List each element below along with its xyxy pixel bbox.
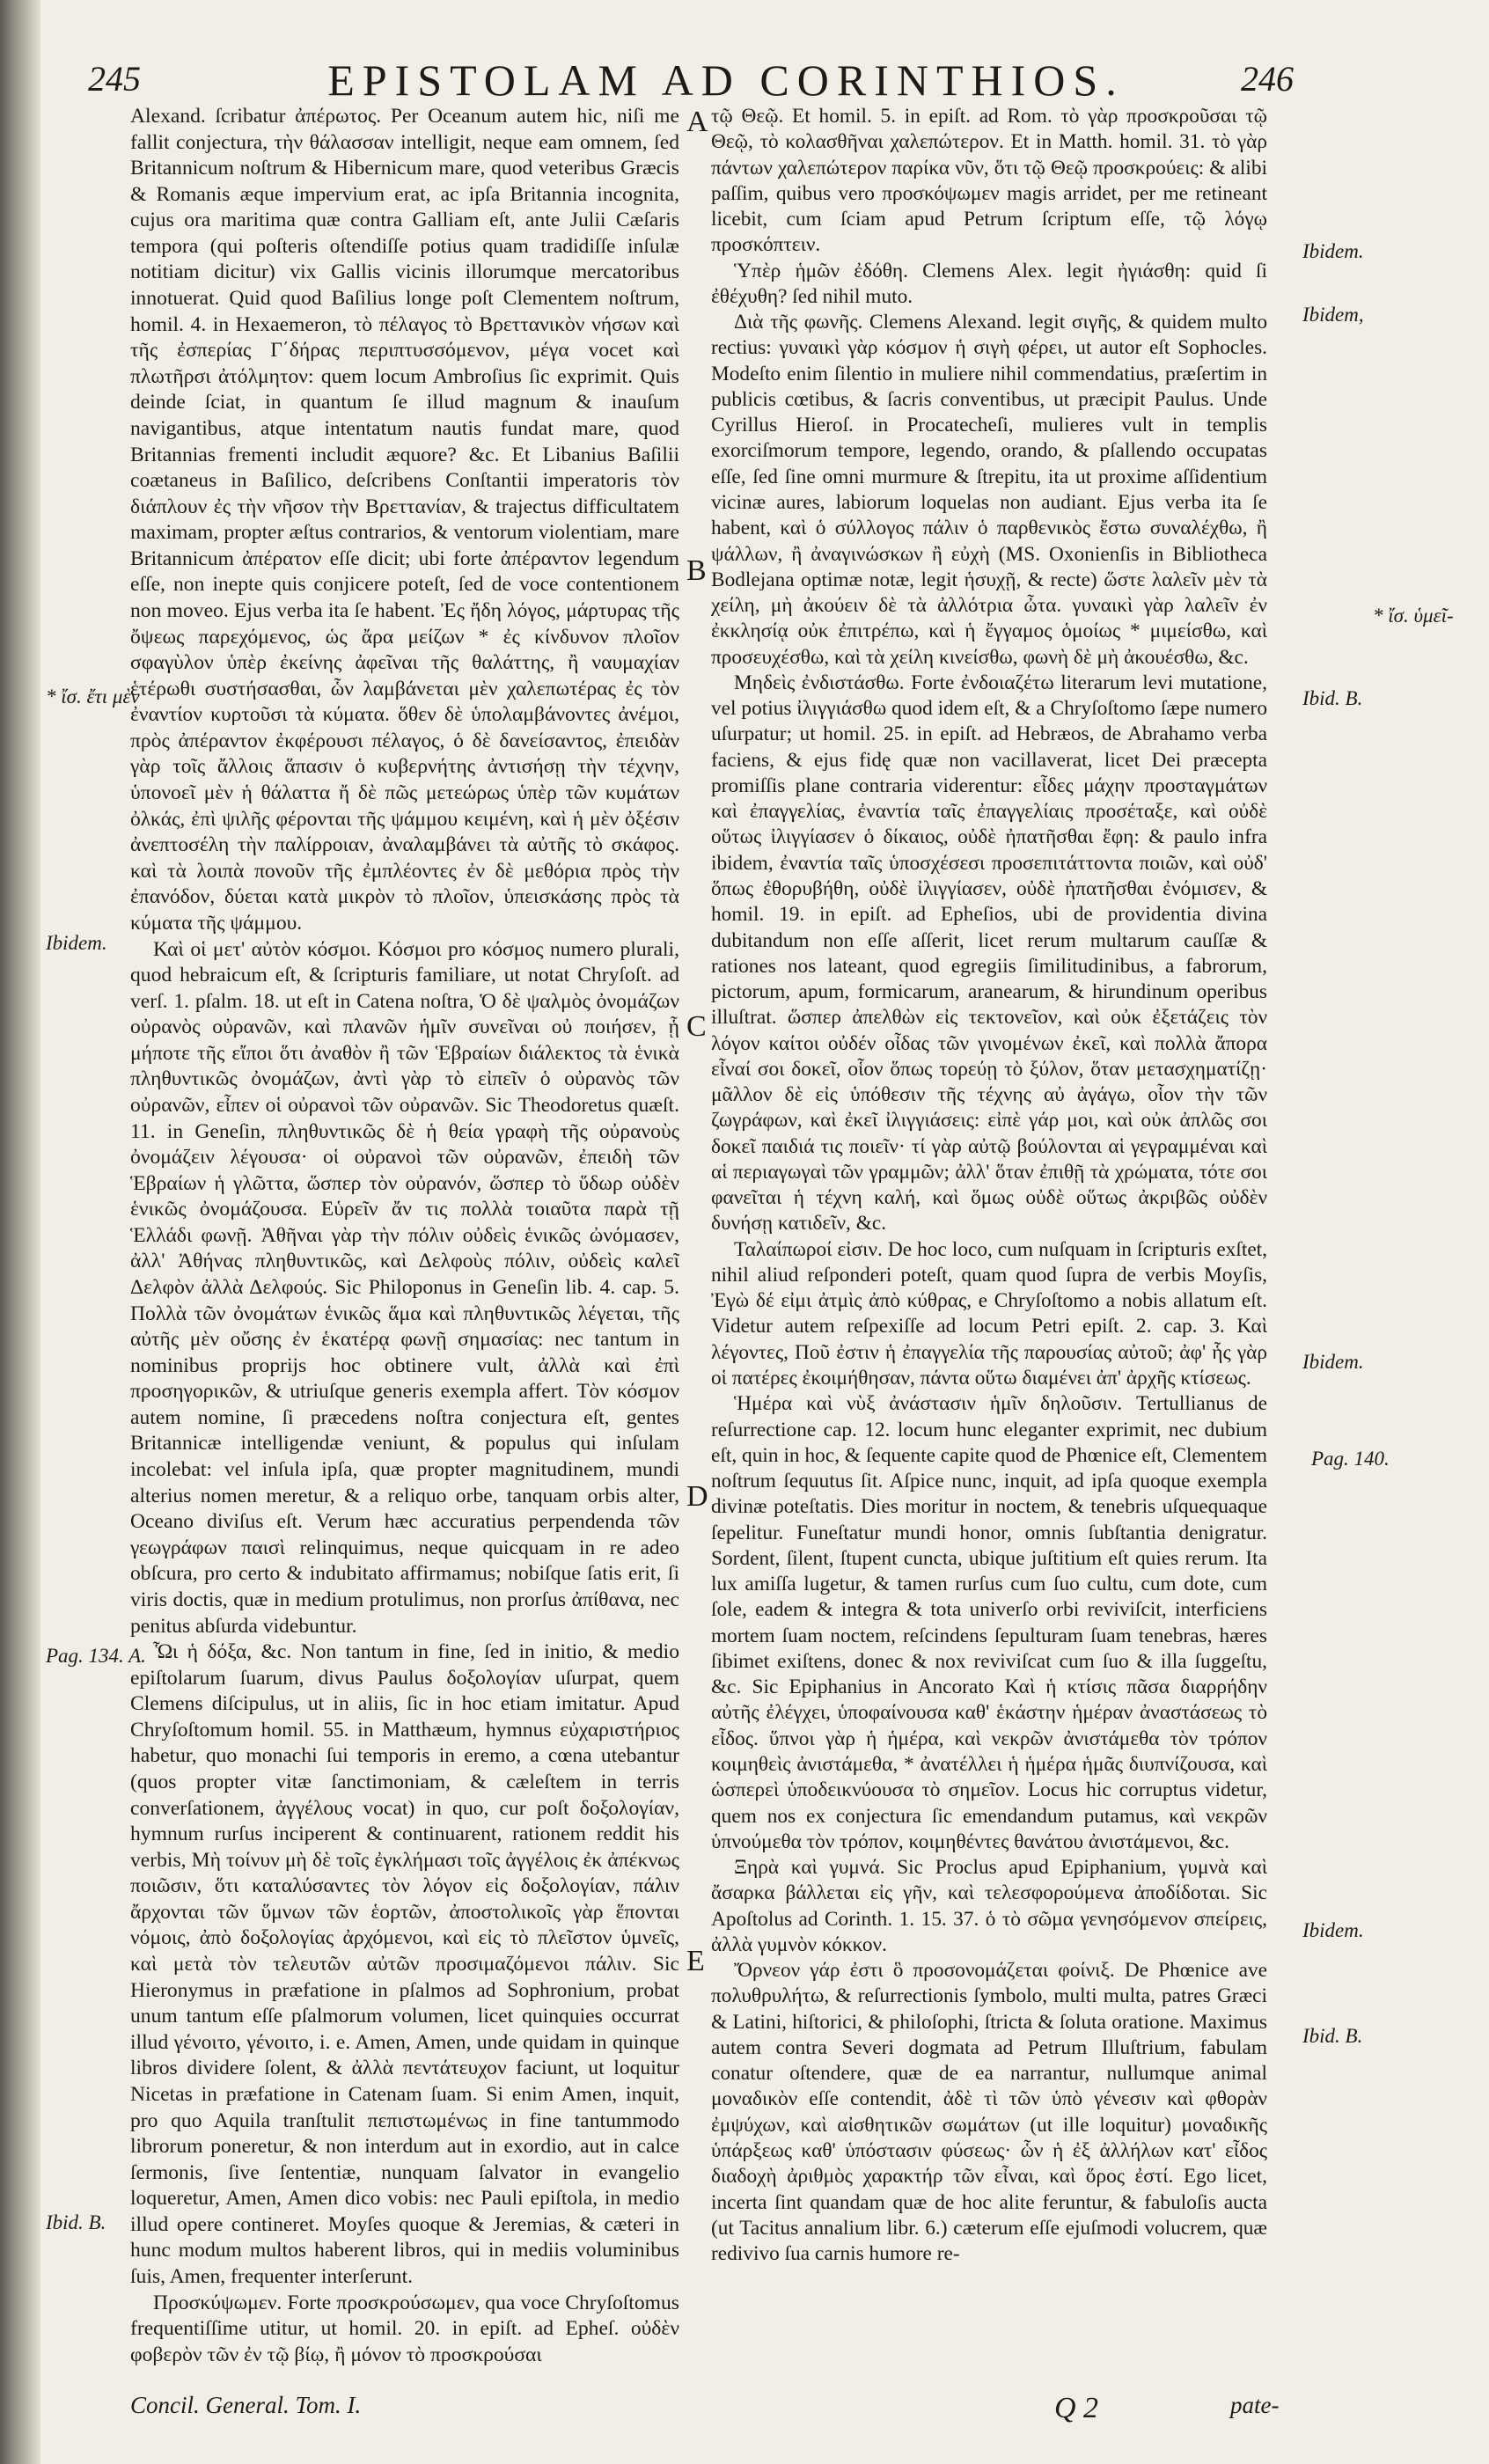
paragraph: Ὑπὲρ ἡμῶν ἐδόθη. Clemens Alex. legit ἠγιάσθη: quid ſi ἐθέχυθη? ſed nihil muto.	[711, 259, 1267, 308]
page-footer	[130, 2392, 1280, 2445]
right-margin-note: Ibid. B.	[1302, 2025, 1363, 2047]
footer-signature: Concil. General. Tom. I.	[130, 2392, 362, 2418]
binding-gutter-shadow	[0, 0, 40, 2464]
paragraph: τῷ Θεῷ. Et homil. 5. in epiſt. ad Rom. τὸ γὰρ προσκροῦσαι τῷ Θεῷ, τὸ κολασθῆναι χαλεπώτερον. Et in Matth. homil. 31. τὸ γὰρ πάντων χαλεπώτερον παρίκα νῦν, ὅτι τῷ Θεῷ προσκρούεις: & alibi paſſim, quibus vero προσκόψωμεν magis arridet, per me retineant licebit, cum ſciam apud Petrum ſcriptum eſſe, τῷ λόγῳ προσκόπτειν.	[711, 105, 1267, 257]
paragraph: Μηδεὶς ἐνδιστάσθω. Forte ἐνδοιαζέτω literarum levi mutatione, vel potius ἰλιγγιάσθω quod idem eſt, & a Chryſoſtomo ſæpe numero uſurpatur; ut homil. 25. in epiſt. ad Hebræos, de Abrahamo verba faciens, & ejus fidę quæ non vacillaverat, licet Dei præcepta promiſſis plane contraria viderentur: εἶδες μάχην προσταγμάτων καὶ ἐπαγγελίας, ἐναντία ταῖς ἐπαγγελίαις προσέταξε, καὶ οὐδὲ οὕτως ἰλιγγίασεν ὁ δίκαιος, οὐδὲ ἠπατῆσθαι ἔφη: & paulo infra ibidem, ἐναντία ταῖς ὑποσχέσεσι προσεπιτάττοντα ποιῶν, καὶ οὐδ' ὅπως ἐθορυβήθη, οὐδὲ ἰλιγγίασεν, οὐδὲ ἠπατῆσθαι ἐνόμισεν, & homil. 19. in epiſt. ad Epheſios, ubi de providentia divina dubitandum non eſſe aſſerit, licet rerum multarum cauſſæ & rationes nos lateant, quod egregiis ſimilitudinibus, a fabrorum, pictorum, apum, formicarum, aranearum, & hirundinum operibus illuſtrat. ὥσπερ ἀπελθὼν εἰς τεκτονεῖον, καὶ οὐκ ἐξετάζεις τὸν λόγον καίτοι οὐδέν οἶδας τῶν γινομένων ἐκεῖ, καὶ πολλὰ ἄπορα εἶναί σοι δοκεῖ, οἷον ὅπως τορεύῃ τὸ ξύλον, ὅταν μετασχηματίζῃ· μᾶλλον δὲ εἰς ὑπόθεσιν τῆς τέχνης αὐ ἀγάγω, οἷον τὴν τῶν ζωγράφων, καὶ ἐκεῖ ἰλιγγιάσεις: εἰπὲ γάρ μοι, καὶ οὐκ ἀπλῶς σοι δοκεῖ παιδιά τις ποιεῖν· τί γὰρ αὐτῷ βούλονται αἱ γεγραμμέναι καὶ αἱ περιαγωγαὶ τῶν γραμμῶν; ἀλλ' ὅταν ἐπιθῇ τὰ χρώματα, τότε σοι φανεῖται ἡ τέχνη καλή, καὶ ὅμως οὐδὲ οὕτως ἀκριβῶς οὐδὲν δυνήσῃ κατιδεῖν, &c.	[711, 671, 1267, 1236]
section-letter: D	[686, 1480, 709, 1513]
left-margin-note: Ibidem.	[46, 932, 107, 954]
paragraph: Καὶ οἱ μετ' αὐτὸν κόσμοι. Κόσμοι pro κόσμος numero plurali, quod hebraicum eſt, & ſcripturis familiare, ut notat Chryſoſt. ad verſ. 1. pſalm. 18. ut eſt in Catena noſtra, Ὁ δὲ ψαλμὸς ὀνομάζων οὐρανὸς οὐρανῶν, καὶ πλανῶν ἡμῖν συνεῖναι οὐ ποιήσεν, ᾗ μήποτε τῆς εἴποι ὅτι ἀναθὸν ἢ τῶν Ἑβραίων διάλεκτος τὰ ἑνικὰ πληθυντικῶς ὀνομάζων, ἀντὶ γὰρ τὸ εἰπεῖν ὁ οὐρανὸς τῶν οὐρανῶν, εἶπεν οἱ οὐρανοὶ τῶν οὐρανῶν. Sic Theodoretus quæſt. 11. in Geneſin, πληθυντικῶς δὲ ἡ θεία γραφὴ τῆς οὐρανοὺς ὀνομάζειν λέγουσα· οἱ οὐρανοὶ τῶν οὐρανῶν, ἐπειδὴ τῶν Ἑβραίων ἡ γλῶττα, ὥσπερ τὸν οὐρανόν, ὥσπερ τὸ ὕδωρ οὐδὲν ἑνικῶς ὀνομάζουσα. Εὑρεῖν ἄν τις πολλὰ τοιαῦτα παρὰ τῇ Ἑλλάδι φωνῇ. Ἀθῆναι γὰρ τὴν πόλιν οὐδεὶς ἑνικῶς ὠνόμασεν, ἀλλ' Ἀθήνας πληθυντικῶς, καὶ Δελφοὺς πόλιν, οὐδεὶς καλεῖ Δελφὸν ἀλλὰ Δελφούς. Sic Philoponus in Geneſin lib. 4. cap. 5. Πολλὰ τῶν ὀνομάτων ἑνικῶς ἅμα καὶ πληθυντικῶς λέγεται, τῆς αὐτῆς μὲν οὔσης ἐν ἑκατέρᾳ φωνῇ σημασίας: nec tantum in nominibus proprijs hoc obtinere vult, ἀλλὰ καὶ ἐπὶ προσηγορικῶν, & utriuſque generis exempla affert. Τὸν κόσμον autem nomine, ſi præcedens noſtra conjectura eſt, gentes Britannicæ intelligendæ veniunt, & populus qui inſulam incolebat: vel inſula ipſa, quæ propter magnitudinem, mundi alterius nomen meretur, & a reliquo orbe, tanquam orbis alter, Oceano diviſus eſt. Verum hæc accuratius perpendenda τῶν γεωγράφων παισὶ relinquimus, neque quicquam in re adeo obſcura, pro certo & indubitato affirmamus; nobiſque ſatis erit, ſi viris doctis, quæ in medium protulimus, non prorſus ἀπίθανα, nec penitus abſurda videbuntur.	[130, 937, 679, 1638]
paragraph: Προσκύψωμεν. Forte προσκρούσωμεν, qua voce Chryſoſtomus frequentiſſime utitur, ut homil. 20. in epiſt. ad Epheſ. οὐδὲν φοβερὸν τῶν ἐν τῷ βίῳ, ἢ μόνον τὸ προσκρούσαι	[130, 2291, 679, 2366]
right-margin-note: Ibid. B.	[1302, 687, 1363, 709]
left-text-column	[130, 104, 679, 2374]
running-title: EPISTOLAM AD CORINTHIOS.	[327, 55, 1125, 105]
right-margin-note: Ibidem.	[1302, 1351, 1364, 1373]
catchword: pate-	[1230, 2392, 1280, 2418]
right-margin-note: Ibidem.	[1302, 1919, 1364, 1941]
paragraph: Ταλαίπωροί εἰσιν. De hoc loco, cum nuſquam in ſcripturis exſtet, nihil aliud reſponderi poteſt, quam quod ſupra de verbis Moyſis, Ἐγὼ δέ εἰμι ἀτμὶς ἀπὸ κύθρας, e Chryſoſtomo a nobis allatum eſt. Videtur autem reſpexiſſe ad locum Petri epiſt. 2. cap. 3. Καὶ λέγοντες, Ποῦ ἐστιν ἡ ἐπαγγελία τῆς παρουσίας αὐτοῦ; ἀφ' ἧς γὰρ οἱ πατέρες ἐκοιμήθησαν, πάντα οὕτω διαμένει ἀπ' ἀρχῆς κτίσεως.	[711, 1237, 1267, 1390]
left-margin-note: * ἴσ. ἔτι μὲν	[46, 686, 140, 708]
paragraph: Διὰ τῆς φωνῆς. Clemens Alexand. legit σιγῆς, & quidem multo rectius: γυναικὶ γὰρ κόσμον ἡ σιγὴ φέρει, ut autor eſt Sophocles. Modeſto enim ſilentio in muliere nihil commendatius, præſertim in publicis cœtibus, & ſacris conventibus, ut præcipit Paulus. Unde Cyrillus Hieroſ. in Procatecheſi, mulieres vult in templis exorciſmorum tempore, legendo, orando, & pſallendo occupatas eſſe, ſed ſine omni murmure & ſtrepitu, ita ut proxime aſſidentium vicinæ aures, labiorum loquelas non audiant. Ejus verba ita ſe habent, καὶ ὁ σύλλογος πάλιν ὁ παρθενικὸς ἔστω συναλέχθω, ἢ ψάλλων, ἢ ἀναγινώσκων ἢ εὐχὴ (MS. Oxonienſis in Bibliotheca Bodlejana optimæ notæ, legit ἡσυχῇ, & recte) ὥστε λαλεῖν μὲν τὰ χείλη, μὴ ἀκούειν δὲ τὰ ἀλλότρια ὦτα. γυναικὶ γὰρ λαλεῖν ἐν ἐκκλησίᾳ οὐκ ἐπιτρέπω, καὶ ἡ ἔγγαμος ὁμοίως * μιμείσθω, καὶ προσευχέσθω, καὶ τὰ χείλη κινείσθω, φωνὴ δὲ μὴ ἀκουέσθω, &c.	[711, 311, 1267, 669]
right-margin-note: * ἴσ. ὑμεῖ-	[1373, 605, 1454, 627]
section-letter: B	[686, 554, 708, 587]
paragraph: Ἡμέρα καὶ νὺξ ἀνάστασιν ἡμῖν δηλοῦσιν. Tertullianus de reſurrectione cap. 12. locum hunc eleganter exprimit, nec dubium eſt, quin in hoc, & ſequente capite quod de Phœnice eſt, Clementem noſtrum ſequutus ſit. Aſpice nunc, inquit, ad ipſa quoque exempla divinæ poteſtatis. Dies moritur in noctem, & tenebris uſquequaque ſepelitur. Funeſtatur mundi honor, omnis ſubſtantia denigratur. Sordent, ſilent, ſtupent cuncta, ubique juſtitium eſt quies rerum. Ita lux amiſſa lugetur, & tamen rurſus cum ſuo cultu, cum dote, cum ſole, eadem & integra & tota univerſo orbi reviviſcit, interficiens mortem ſuam noctem, reſcindens ſepulturam ſuam tenebras, hæres ſibimet exiſtens, donec & nox reviviſcat cum ſuo & illa ſuggeſtu, &c. Sic Epiphanius in Ancorato Καὶ ἡ κτίσις πᾶσα διαρρήδην αὐτῆς ἐλέγχει, ὑποφαίνουσα καθ' ἑκάστην ἡμέραν ἀναστάσεως τὸ εἶδος. ὕπνοι γὰρ ἡ ἡμέρα, καὶ νεκρῶν ἀνιστάμεθα τὸν τρόπον κοιμηθεὶς ἀνιστάμεθα, * ἀνατέλλει ἡ ἡμέρα ἡμᾶς διυπνίζουσα, καὶ ὡσπερεὶ ὑποδεικνύουσα τὸ σημεῖον. Locus hic corruptus videtur, quem nos ex conjectura ſic emendandum putamus, καὶ νεκρῶν ὑπνούμεθα τὸν τρόπον, κοιμηθέντες θανάτου ἀνιστάμενοι, &c.	[711, 1392, 1267, 1853]
right-margin-note: Ibidem.	[1302, 240, 1364, 262]
paragraph: Alexand. ſcribatur ἀπέρωτος. Per Oceanum autem hic, niſi me fallit conjectura, τὴν θάλασσαν intelligit, neque eam omnem, ſed Britannicum noſtrum & Hibernicum mare, quod veteribus Græcis & Romanis æque impervium erat, ac ipſa Britannia incognita, cujus ora maritima quæ contra Galliam eſt, ante Julii Cæſaris tempora (qui poſteris oſtendiſſe potius quam tradidiſſe inſulæ notitiam dicitur) vix Gallis vicinis illorumque mercatoribus innotuerat. Quid quod Baſilius longe poſt Clementem noſtrum, homil. 4. in Hexaemeron, τὸ πέλαγος τὸ Βρεττανικὸν νήσων καὶ τῆς ἐσπερίας Γ΄δήρας περιπτυσσόμενον, μέγα vocet καὶ πλωτῆρσι ἀτόλμητον: quem locum Ambroſius ſic exprimit. Quis deinde ſciat, in quantum ſe illud magnum & inauſum navigantibus, atque intentatum nautis fundat mare, quod Britannias frementi includit æquore? &c. Et Libanius Baſilii coætaneus in Baſilico, deſcribens Conſtantii imperatoris τὸν διάπλουν ἐς τὴν νῆσον τὴν Βρεττανίαν, & trajectus difficultatem maximam, propter æſtus contrarios, & ventorum violentiam, mare Britannicum ἀπέρατον eſſe dicit; ubi forte ἀπέραντον legendum eſſe, non inepte quis conjicere poteſt, ſed de voce contentionem non moveo. Ejus verba ita ſe habent. Ἐς ἤδη λόγος, μάρτυρας τῆς ὄψεως παρεχόμενος, ὡς ἄρα μείζων * ἐς κίνδυνον πλοῖον σφαγὺλον ὑπὲρ ἐκείνης ἀφεῖναι τῆς θαλάττης, ἢ ναυμαχίαν ἑτέρωθι συστήσασθαι, ὧν λαμβάνεται μὲν χαλεπωτέρας ἐς τὸν ἐναντίον κυρτοῦσι τὰ κύματα. ὅθεν δὲ ὑπολαμβάνοντες ἀνέμοι, πρὸς ἀπέραντον ἐκφέρουσι πέλαγος, ὁ δὲ δανείσαντος, ἐπειδὰν γὰρ τοῖς ἄλλοις ἅπασιν ὁ κυβερνήτης ἀντισήσῃ τὴν τέχνην, ὑπονοεῖ μὲν ἡ θάλαττα ἤ δὲ πῶς μετεώρως ὑπὲρ τῶν κυμάτων ὀλκάς, ἐπὶ ψιλῆς φέρονται τῆς ψάμμου κειμένη, καὶ ἡ μὲν ὀξέσιν ἀνεπτοσέλη τὴν παλίρροιαν, ἀναλαμβάνει τὰ αὐτῆς τὸ σκάφος. καὶ τὰ λοιπὰ πονοῦν τῆς ἐμπλέοντες ἐν δὲ μεθόρια πρὸς τὴν ἐπανόδον, δύεται κατὰ μικρὸν τὸ πλοῖον, ὑπεισκάσης πρὸς τὰ κύματα τῆς ψάμμου.	[130, 105, 679, 935]
paragraph: Ὄρνεον γάρ ἐστι ὃ προσονομάζεται φοίνιξ. De Phœnice ave πολυθρυλήτω, & reſurrectionis ſymbolo, multi multa, patres Græci & Latini, hiſtorici, & philoſophi, ſtricta & ſoluta oratione. Maximus autem contra Severi dogmata ad Petrum Illuſtrium, fabulam conatur oſtendere, quæ de ea narrantur, nullumque animal μοναδικὸν eſſe contendit, ἀδὲ τὶ τῶν ὑπὸ γένεσιν καὶ φθορὰν ἐμψύχων, καὶ αἰσθητικῶν σωμάτων (ut ille loquitur) μοναδικῆς ὑπάρξεως καθ' ὑπόστασιν φύσεως· ὧν ἡ ἐξ ἀλλήλων κατ' εἶδος διαδοχὴ ἀριθμὸς χαρακτήρ τῶν εἶναι, καὶ ὅρος ἐστί. Ego licet, incerta ſint quandam quæ de hoc alite feruntur, & fabuloſis aucta (ut Tacitus annalium libr. 6.) cæterum eſſe ejuſmodi volucrem, quæ redivivo ſua carnis humore re-	[711, 1959, 1267, 2266]
right-margin-note: Pag. 140.	[1311, 1448, 1390, 1470]
quire-mark: Q 2	[1054, 2392, 1099, 2424]
section-letter: A	[686, 106, 709, 138]
paragraph: Ξηρὰ καὶ γυμνά. Sic Proclus apud Epiphanium, γυμνὰ καὶ ἄσαρκα βάλλεται εἰς γῆν, καὶ τελεσφορούμενα ἀποδίδοται. Sic Apoſtolus ad Corinth. 1. 15. 37. ὁ τὸ σῶμα γενησόμενον σπείρεις, ἀλλὰ γυμνὸν κόκκον.	[711, 1856, 1267, 1956]
right-margin-note: Ibidem,	[1302, 304, 1364, 326]
section-letter: E	[686, 1945, 706, 1977]
left-margin-note: Ibid. B.	[46, 2211, 106, 2233]
paragraph: Ὧι ἡ δόξα, &c. Non tantum in fine, ſed in initio, & medio epiſtolarum ſuarum, divus Paulus δοξολογίαν uſurpat, quem Clemens diſcipulus, ut in aliis, ſic in hoc etiam imitatur. Apud Chryſoſtomum homil. 55. in Matthæum, hymnus εὐχαριστήριος habetur, quo monachi ſui temporis in eremo, a cœna utebantur (quos propter vitæ ſanctimoniam, & cæleſtem in terris converſationem, ἀγγέλους vocat) in quo, cur poſt δοξολογίαν, hymnum rurſus inciperent & continuarent, rationem reddit his verbis, Μὴ τοίνυν μὴ δὲ τοῖς ἐγκλήμασι τοῖς ἀγγέλοις ἐκ ἀπέκνως ποιῶσιν, ὅτι καταλύσαντες τὸν λόγον εἰς δοξολογίαν, πάλιν ἄρχονται τῶν ὕμνων τῶν ἑορτῶν, ἀποστολικοῖς γὰρ ἕπονται νόμοις, ἀπὸ δοξολογίας ἀρχόμενοι, καὶ εἰς τὸ πλεῖστον ὑμνεῖς, καὶ μετὰ τὸν τελευτῶν αὐτῶν προσιμαζόμενοι πάλιν. Sic Hieronymus in præfatione in pſalmos ad Sophronium, probat unum tantum eſſe pſalmorum volumen, licet quinquies occurrat illud γένοιτο, γένοιτο, i. e. Amen, Amen, unde quidam in quinque libros dividere ſolent, & ἀλλὰ πεντάτευχον faciunt, ut loquitur Nicetas in præfatione in Catenam ſuam. Si enim Amen, inquit, pro quo Aquila tranſtulit πεπιστωμένως in fine tantummodo librorum poneretur, & non interdum aut in exordio, aut in calce ſermonis, ſive ſententiæ, nunquam ſalvator in evangelio loqueretur, Amen, Amen dico vobis: nec Pauli epiſtola, in medio illud opere contineret. Moyſes quoque & Jeremias, & cæteri in hunc modum multos haberent libros, qui in mediis voluminibus ſuis, Amen, frequenter interſerunt.	[130, 1640, 679, 2288]
left-page-number: 245	[88, 59, 141, 99]
section-letter: C	[686, 1010, 708, 1043]
right-text-column	[711, 104, 1267, 2326]
page-header	[88, 55, 1320, 107]
right-page-number: 246	[1241, 59, 1294, 99]
left-margin-note: Pag. 134. A.	[46, 1645, 146, 1667]
